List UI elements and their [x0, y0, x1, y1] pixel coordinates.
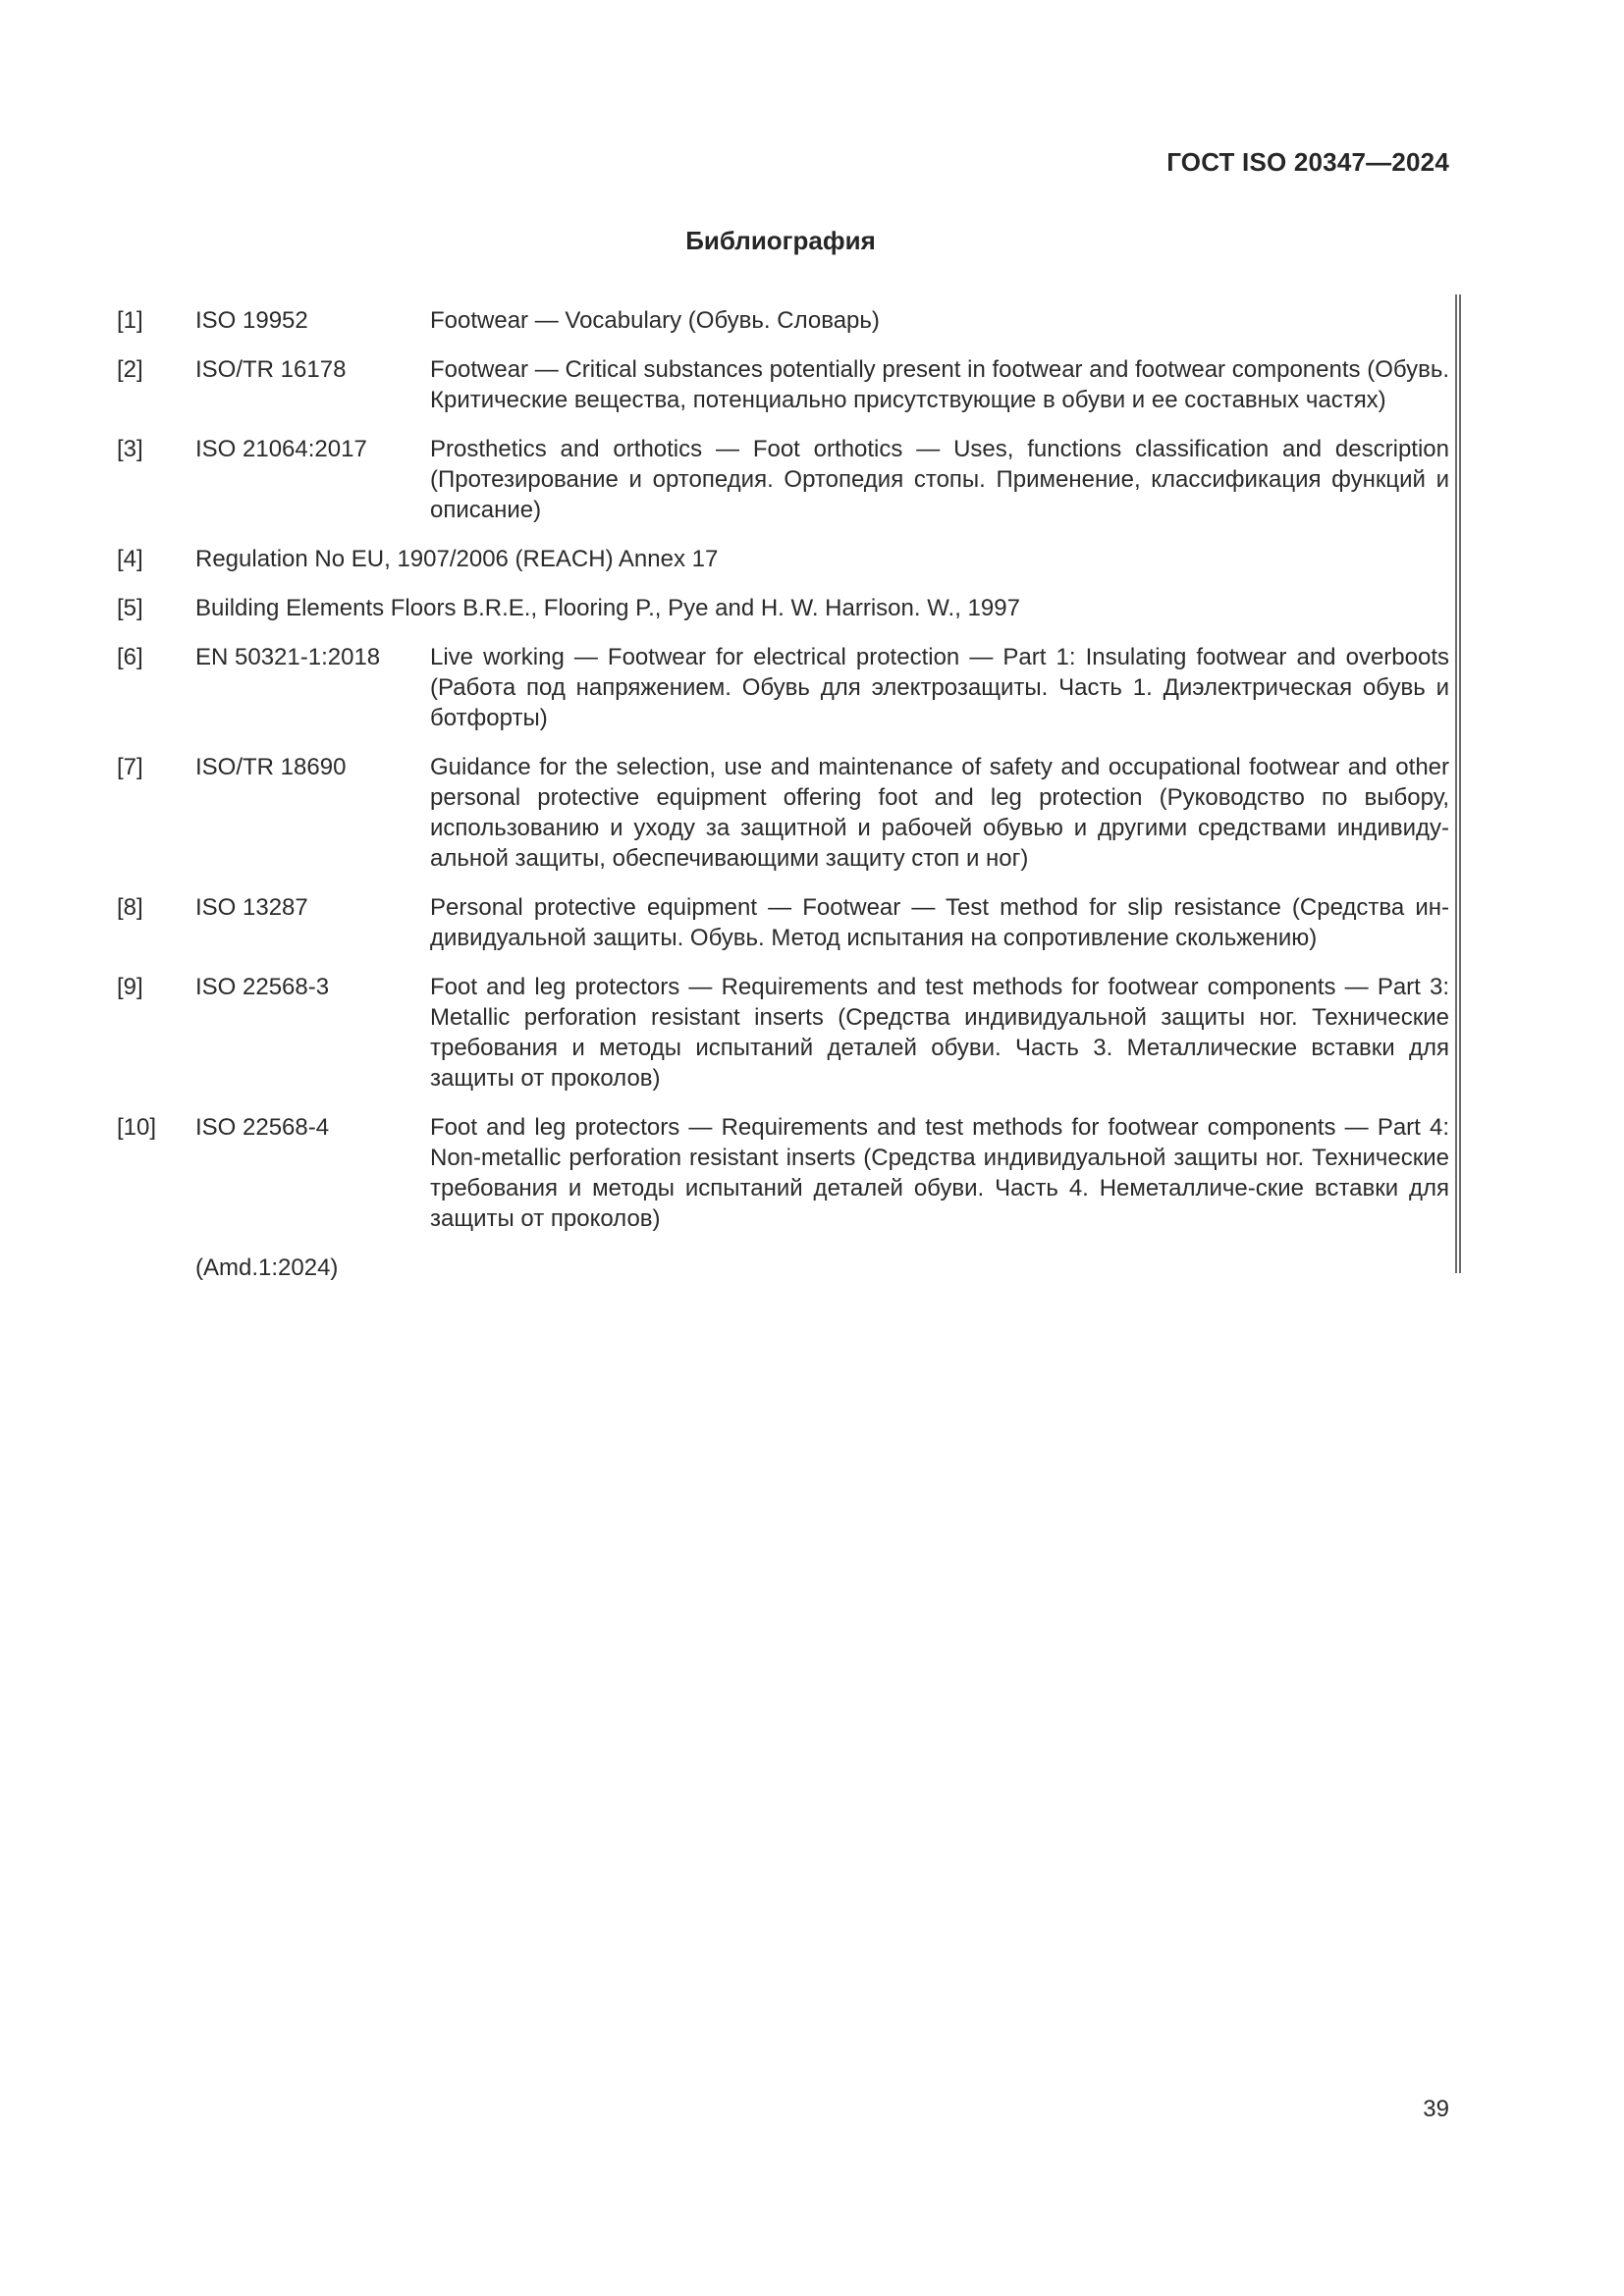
entry-number: [3] [117, 436, 143, 462]
bibliography-entry [117, 752, 1449, 874]
entry-title: Foot and leg protectors — Requirements and test methods for footwear components — Part 3: Metallic perforation resistant inserts (Средства индивидуальной защиты ног. Технические требования и методы испытаний деталей обуви. Часть 3. Металлические вставки для защиты от проколов) [430, 974, 1449, 1092]
entry-title: Guidance for the selection, use and maintenance of safety and occupational footwear and other personal protective equipment offering foot and leg protection (Руководство по выбору, использованию и уходу за защитной и рабочей обувью и другими средствами индивиду-альной защиты, обеспечивающими защиту стоп и ног) [430, 754, 1449, 872]
bibliography-entry [117, 1112, 1449, 1234]
bibliography-list [117, 305, 1449, 1283]
entry-title: Personal protective equipment — Footwear — Test method for slip resistance (Средства ин-дивидуальной защиты. Обувь. Метод испытания на сопротивление скольжению) [430, 894, 1449, 951]
entry-code: ISO 22568-3 [195, 974, 330, 1000]
entry-number: [2] [117, 356, 143, 383]
bibliography-entry [117, 305, 1449, 336]
entry-code: ISO 13287 [195, 894, 308, 921]
entry-code: ISO 21064:2017 [195, 436, 367, 462]
change-marker-bar [1455, 294, 1461, 1273]
section-title: Библиография [685, 226, 876, 255]
bibliography-entry [117, 593, 1449, 623]
entry-number: [10] [117, 1114, 157, 1141]
entry-number: [8] [117, 894, 143, 921]
bibliography-entry [117, 892, 1449, 953]
entry-code: ISO 22568-4 [195, 1114, 330, 1141]
entry-number: [5] [117, 595, 143, 621]
bibliography-entry [117, 434, 1449, 525]
bibliography-entry [117, 354, 1449, 415]
entry-title: Footwear — Vocabulary (Обувь. Словарь) [430, 307, 880, 334]
bibliography-entry [117, 544, 1449, 574]
bibliography-entry [117, 642, 1449, 733]
bibliography-entry [117, 972, 1449, 1094]
entry-code: ISO/TR 16178 [195, 356, 347, 383]
entry-code: ISO 19952 [195, 307, 308, 334]
entry-title: Footwear — Critical substances potentially present in footwear and footwear components (Обувь. Критические вещества, потенциально присутствующие в обуви и ее составных частях) [430, 356, 1449, 413]
entry-title: Live working — Footwear for electrical protection — Part 1: Insulating footwear and overboots (Работа под напряжением. Обувь для электрозащиты. Часть 1. Диэлектрическая обувь и ботфорты) [430, 644, 1449, 731]
entry-title: Building Elements Floors B.R.E., Flooring P., Pye and H. W. Harrison. W., 1997 [195, 595, 1020, 621]
entry-code: ISO/TR 18690 [195, 754, 347, 780]
entry-number: [6] [117, 644, 143, 670]
entry-number: [7] [117, 754, 143, 780]
entry-number: [1] [117, 307, 143, 334]
entry-title: Foot and leg protectors — Requirements and test methods for footwear components — Part 4: Non-metallic perforation resistant inserts (Средства индивидуальной защиты ног. Технические требования и методы испытаний деталей обуви. Часть 4. Неметалличе-ские вставки для защиты от проколов) [430, 1114, 1449, 1232]
entry-code: EN 50321-1:2018 [195, 644, 381, 670]
page-number: 39 [1423, 2096, 1449, 2122]
entry-number: [4] [117, 546, 143, 572]
entry-number: [9] [117, 974, 143, 1000]
amendment-note: (Amd.1:2024) [195, 1255, 339, 1281]
entry-title: Prosthetics and orthotics — Foot orthotics — Uses, functions classification and description (Протезирование и ортопедия. Ортопедия стопы. Применение, классификация функций и описание) [430, 436, 1449, 523]
entry-title: Regulation No EU, 1907/2006 (REACH) Annex 17 [195, 546, 719, 572]
document-code-header: ГОСТ ISO 20347—2024 [1166, 147, 1449, 177]
